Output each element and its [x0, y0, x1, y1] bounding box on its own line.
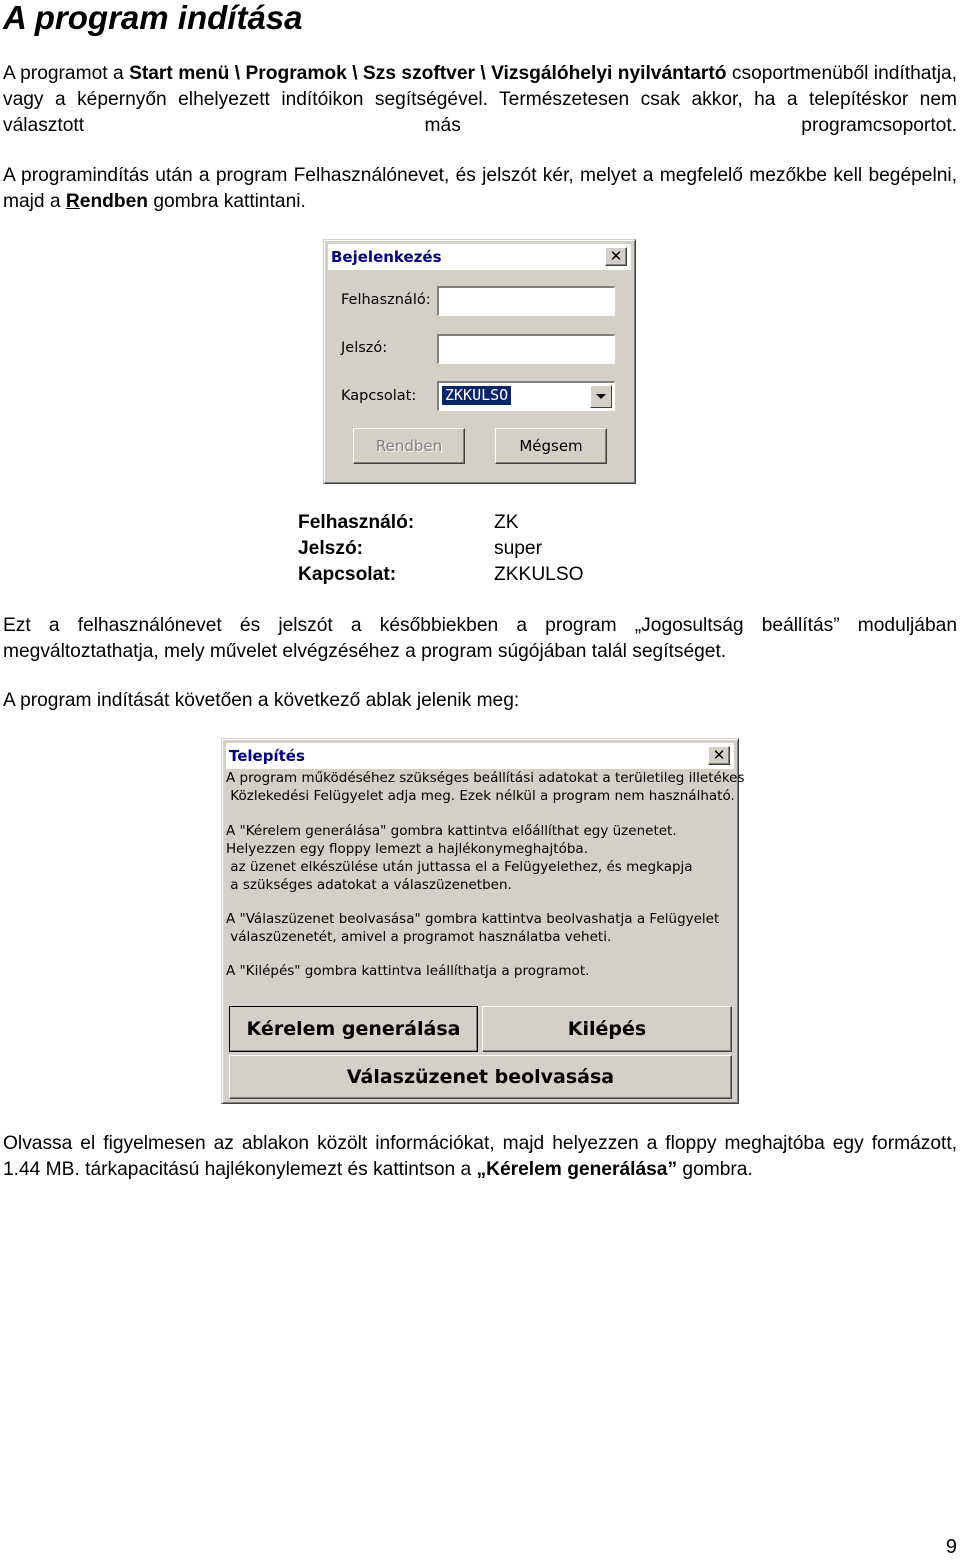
login-instructions-paragraph — [3, 163, 957, 215]
password-input[interactable] — [437, 334, 615, 364]
login-dialog-titlebar — [328, 244, 631, 270]
install-dialog-title: Telepítés — [229, 747, 305, 765]
connection-selected-value: ZKKULSO — [442, 386, 511, 405]
login-dialog — [323, 239, 636, 484]
user-input[interactable] — [437, 286, 615, 316]
login-dialog-title: Bejelenkezés — [331, 248, 442, 266]
login-instructions-text: A programindítás után a program Felhasználónevet, és jelszót kér, melyet a megfelelő mezőkbe kell begépelni, majd a — [3, 165, 957, 212]
menu-path: Start menü \ Programok \ Szs szoftver \ Vizsgálóhelyi nyilvántartó — [129, 63, 727, 84]
rendben-hotkey: R — [65, 191, 80, 212]
intro-text-end: csoportmenüből indíthatja, vagy a képernyőn elhelyezett indítóikon segítségével. Természetesen csak akkor, ha a telepítéskor nem választott más programcsoportot. — [3, 63, 958, 136]
page-title: A program indítása — [3, 0, 303, 36]
install-dialog-titlebar — [226, 743, 734, 769]
password-label: Jelszó: — [341, 340, 388, 356]
install-request-text: A "Kérelem generálása" gombra kattintva előállíthat egy üzenetet. Helyezzen egy floppy lemezt a hajlékonymeghajtóba. az üzenet elkészülése után juttassa el a Felügyelethez, és megkapja a szükséges adatokat a válaszüzenetben. — [226, 823, 693, 893]
connection-label: Kapcsolat: — [341, 388, 417, 404]
intro-paragraph — [3, 61, 957, 139]
close-icon[interactable]: ✕ — [605, 247, 627, 266]
connection-select[interactable] — [437, 381, 615, 411]
rendben-word: endben — [79, 191, 149, 212]
permissions-paragraph: Ezt a felhasználónevet és jelszót a későbbiekben a program „Jogosultság beállítás” moduljában megváltoztathatja, mely művelet elvégzéséhez a program súgójában talál segítséget. — [3, 615, 957, 662]
cred-user-value: ZK — [494, 512, 519, 533]
cancel-button[interactable]: Mégsem — [495, 428, 607, 464]
request-button[interactable]: Kérelem generálása — [229, 1006, 478, 1052]
cred-password-label: Jelszó: — [298, 538, 364, 559]
floppy-instructions-paragraph — [3, 1131, 957, 1183]
ok-button[interactable]: Rendben — [353, 428, 465, 464]
cred-connection-value: ZKKULSO — [494, 564, 584, 585]
request-button-name: „Kérelem generálása” — [476, 1159, 678, 1180]
intro-text: A programot a — [3, 63, 130, 84]
floppy-instructions-text: Olvassa el figyelmesen az ablakon közölt információkat, majd helyezzen a floppy meghajtóba egy formázott, 1.44 MB. tárkapacitású hajlékonylemezt és kattintson a — [3, 1133, 957, 1180]
chevron-down-icon[interactable] — [590, 385, 612, 408]
next-window-paragraph: A program indítását követően a következő ablak jelenik meg: — [3, 690, 520, 711]
user-label: Felhasználó: — [341, 292, 431, 308]
close-icon[interactable]: ✕ — [708, 746, 730, 765]
exit-button[interactable]: Kilépés — [482, 1006, 732, 1052]
cred-user-label: Felhasználó: — [298, 512, 415, 533]
page-number: 9 — [945, 1536, 957, 1558]
read-reply-button[interactable]: Válaszüzenet beolvasása — [229, 1055, 732, 1099]
install-info-text: A program működéséhez szükséges beállítási adatokat a területileg illetékes Közlekedési Felügyelet adja meg. Ezek nélkül a program nem használható. — [226, 770, 745, 804]
install-exit-text: A "Kilépés" gombra kattintva leállíthatja a programot. — [226, 963, 590, 979]
install-reply-text: A "Válaszüzenet beolvasása" gombra kattintva beolvashatja a Felügyelet válaszüzenetét, amivel a programot használatba veheti. — [226, 911, 720, 945]
login-instructions-end: gombra kattintani. — [148, 191, 306, 212]
cred-connection-label: Kapcsolat: — [298, 564, 397, 585]
floppy-instructions-end: gombra. — [677, 1159, 753, 1180]
cred-password-value: super — [494, 538, 542, 559]
